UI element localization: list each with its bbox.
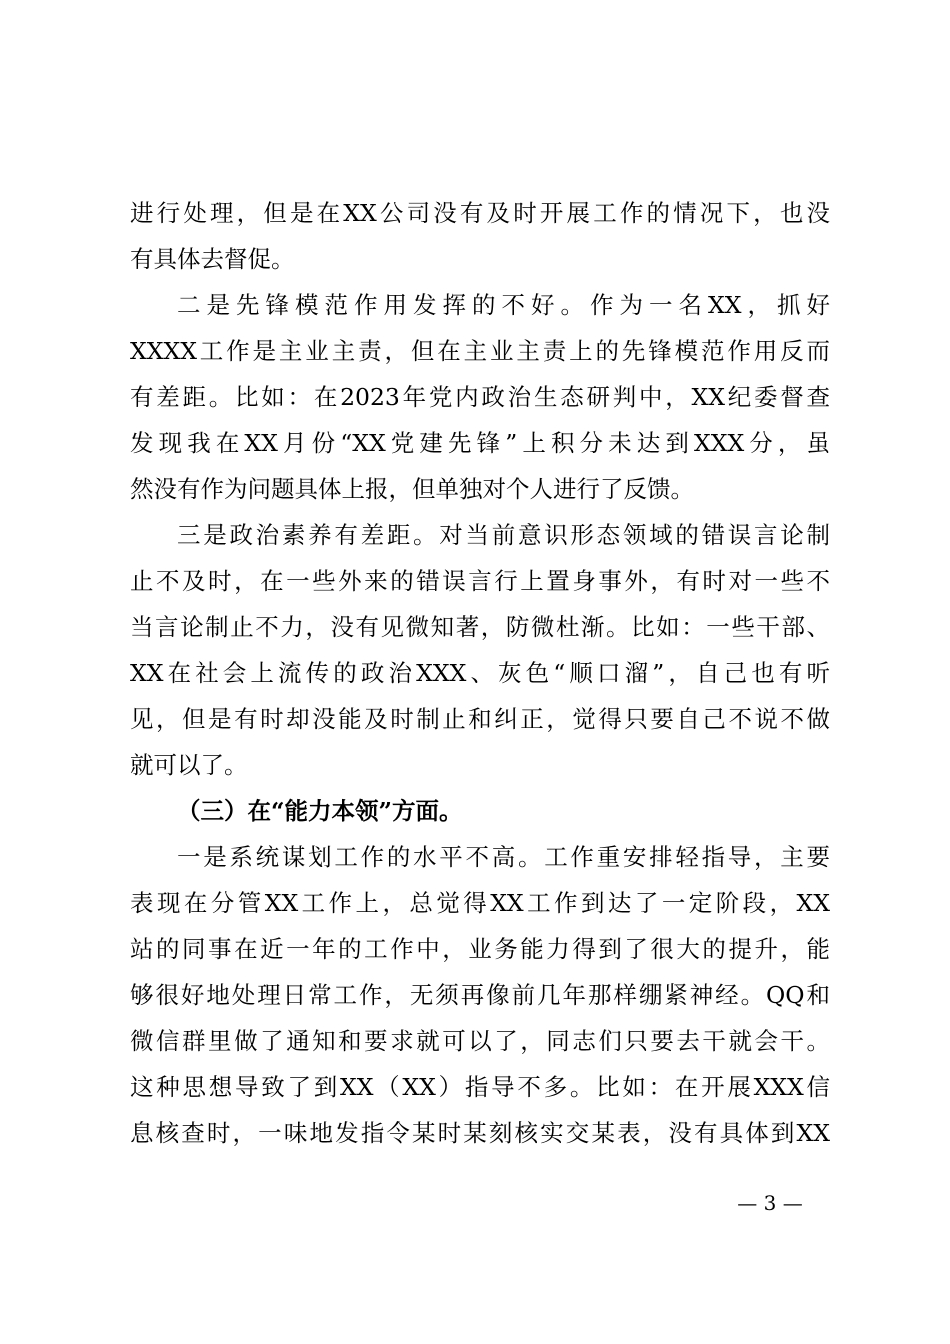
document-body [130,190,830,1156]
text-line: 三是政治素养有差距。对当前意识形态领域的错误言论制 [177,521,830,549]
text-line: 然没有作为问题具体上报，但单独对个人进行了反馈。 [130,475,694,503]
text-line: 当言论制止不力，没有见微知著，防微杜渐。比如：一些干部、 [130,613,830,641]
text-line: 有具体去督促。 [130,245,295,273]
text-line: 就可以了。 [130,751,248,779]
text-line: 表现在分管XX工作上，总觉得XX工作到达了一定阶段，XX [130,889,830,917]
text-line: 发现我在XX月份“XX党建先锋”上积分未达到XXX分，虽 [130,429,830,457]
text-line: 二是先锋模范作用发挥的不好。作为一名XX，抓好 [177,291,830,319]
text-line: 这种思想导致了到XX（XX）指导不多。比如：在开展XXX信 [130,1073,830,1101]
text-line: 息核查时，一味地发指令某时某刻核实交某表，没有具体到XX [130,1119,830,1147]
text-line: 进行处理，但是在XX公司没有及时开展工作的情况下，也没 [130,199,830,227]
section-heading: （三）在“能力本领”方面。 [177,797,463,825]
text-line: 站的同事在近一年的工作中，业务能力得到了很大的提升，能 [130,935,830,963]
text-line: 止不及时，在一些外来的错误言行上置身事外，有时对一些不 [130,567,830,595]
text-line: 微信群里做了通知和要求就可以了，同志们只要去干就会干。 [130,1027,830,1055]
page-number: — 3 — [737,1191,803,1215]
text-line: 一是系统谋划工作的水平不高。工作重安排轻指导，主要 [177,843,830,871]
text-line: XXXX工作是主业主责，但在主业主责上的先锋模范作用反而 [130,337,830,365]
text-line: 够很好地处理日常工作，无须再像前几年那样绷紧神经。QQ和 [130,981,830,1009]
text-line: XX在社会上流传的政治XXX、灰色“顺口溜”，自己也有听 [130,659,830,687]
text-line: 有差距。比如：在2023年党内政治生态研判中，XX纪委督查 [130,383,830,411]
text-line: 见，但是有时却没能及时制止和纠正，觉得只要自己不说不做 [130,705,830,733]
